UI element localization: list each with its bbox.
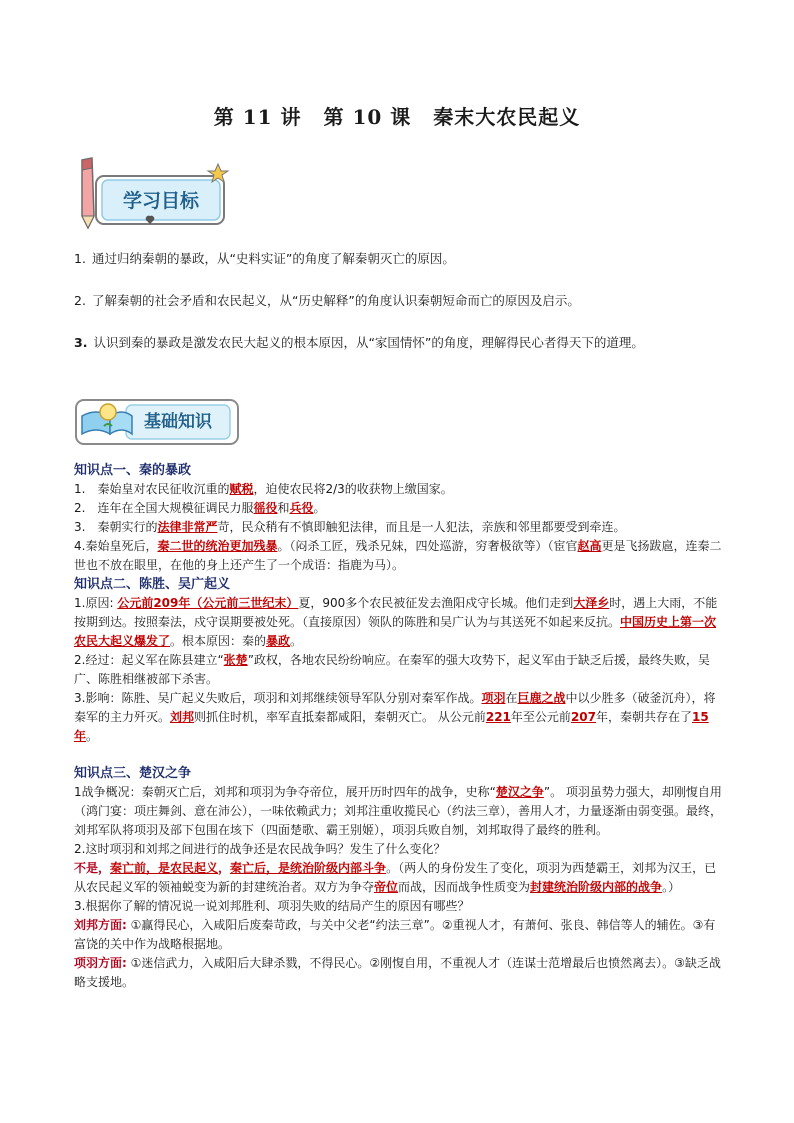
basics-badge-label: 基础知识 (144, 412, 212, 432)
learning-goals (74, 244, 714, 370)
section-heading: 知识点二、陈胜、吴广起义 (74, 577, 231, 592)
k3-question-3: 3.根据你了解的情况说一说刘邦胜利、项羽失败的结局产生的原因有哪些？ (74, 899, 470, 913)
lesson-title: 秦末大农民起义 (433, 105, 581, 129)
k3-answer-2: 不是，秦亡前，是农民起义，秦亡后，是统治阶级内部斗争。（两人的身份发生了变化，项羽为西楚霸王，刘邦为汉王，已从农民起义军的领袖蜕变为新的封建统治者。双方为争夺帝位而战，因而战争性质变为封建统治阶级内部的战争。） (74, 861, 717, 894)
goal-item: 2. 了解秦朝的社会矛盾和农民起义，从“历史解释”的角度认识秦朝短命而亡的原因及启示。 (74, 293, 580, 308)
goals-badge (68, 154, 238, 234)
page-title (0, 101, 794, 130)
goal-item: 1. 通过归纳秦朝的暴政，从“史料实证”的角度了解秦朝灭亡的原因。 (74, 251, 455, 266)
k3-xiangyu: 项羽方面: ①迷信武力，入咸阳后大肆杀戮，不得民心。②刚愎自用，不重视人才（连谋士范增最后也愤然离去）。③缺乏战略支援地。 (74, 956, 721, 989)
goals-badge-label: 学习目标 (122, 190, 199, 212)
k3-liubang: 刘邦方面: ①赢得民心，入咸阳后废秦苛政，与关中父老“约法三章”。②重视人才，有萧何、张良、韩信等人的辅佐。③有富饶的关中作为战略根据地。 (74, 918, 716, 951)
lesson-number: 第 10 课 (323, 105, 412, 129)
k3-item-1: 1战争概况：秦朝灭亡后，刘邦和项羽为争夺帝位，展开历时四年的战争，史称“楚汉之争”。 项羽虽势力强大，却刚愎自用（鸿门宴：项庄舞剑、意在沛公），一味依赖武力；刘邦注重收揽民心（约法三章），善用人才，力量逐渐由弱变强。最终，刘邦军队将项羽及部下包围在垓下（四面楚歌、霸王别姬），项羽兵败自刎，刘邦取得了最终的胜利。 (74, 785, 723, 837)
goal-item: 3. 认识到秦的暴政是激发农民大起义的根本原因，从“家国情怀”的角度，理解得民心者得天下的道理。 (74, 335, 644, 350)
k2-item-3: 3.影响：陈胜、吴广起义失败后，项羽和刘邦继续领导军队分别对秦军作战。项羽在巨鹿之战中以少胜多（破釜沉舟），将秦军的主力歼灭。刘邦则抓住时机，率军直抵秦都咸阳，秦朝灭亡。 从公元前221年至公元前207年，秦朝共存在了15 年。 (74, 691, 716, 743)
k3-question-2: 2.这时项羽和刘邦之间进行的战争还是农民战争吗？发生了什么变化？ (74, 842, 446, 856)
k1-item-2: 2. 连年在全国大规模征调民力服徭役和兵役。 (74, 501, 326, 515)
lecture-number: 第 11 讲 (213, 105, 302, 129)
k2-item-2: 2.经过：起义军在陈县建立“张楚”政权，各地农民纷纷响应。在秦军的强大攻势下，起义军由于缺乏后援，最终失败，吴广、陈胜相继被部下杀害。 (74, 653, 710, 686)
k2-item-1: 1.原因: 公元前209年（公元前三世纪末）夏，900多个农民被征发去渔阳戍守长城。他们走到大泽乡时，遇上大雨，不能按期到达。按照秦法，戍守误期要被处死。（直接原因）领队的陈胜和吴广认为与其送死不如起来反抗。中国历史上第一次农民大起义爆发了。根本原因：秦的暴政。 (74, 596, 718, 648)
section-heading: 知识点一、秦的暴政 (74, 463, 192, 478)
k1-item-1: 1. 秦始皇对农民征收沉重的赋税，迫使农民将2/3的收获物上缴国家。 (74, 482, 453, 496)
k1-item-3: 3. 秦朝实行的法律非常严苛，民众稍有不慎即触犯法律，而且是一人犯法，亲族和邻里都要受到牵连。 (74, 520, 626, 534)
basics-badge (74, 396, 244, 448)
k1-item-4: 4.秦始皇死后，秦二世的统治更加残暴。（闷杀工匠，残杀兄妹，四处巡游，穷奢极欲等）（宦官赵高更是飞扬跋扈，连秦二世也不放在眼里，在他的身上还产生了一个成语：指鹿为马）。 (74, 539, 722, 572)
section-heading: 知识点三、楚汉之争 (74, 766, 192, 781)
knowledge-content (74, 461, 724, 992)
